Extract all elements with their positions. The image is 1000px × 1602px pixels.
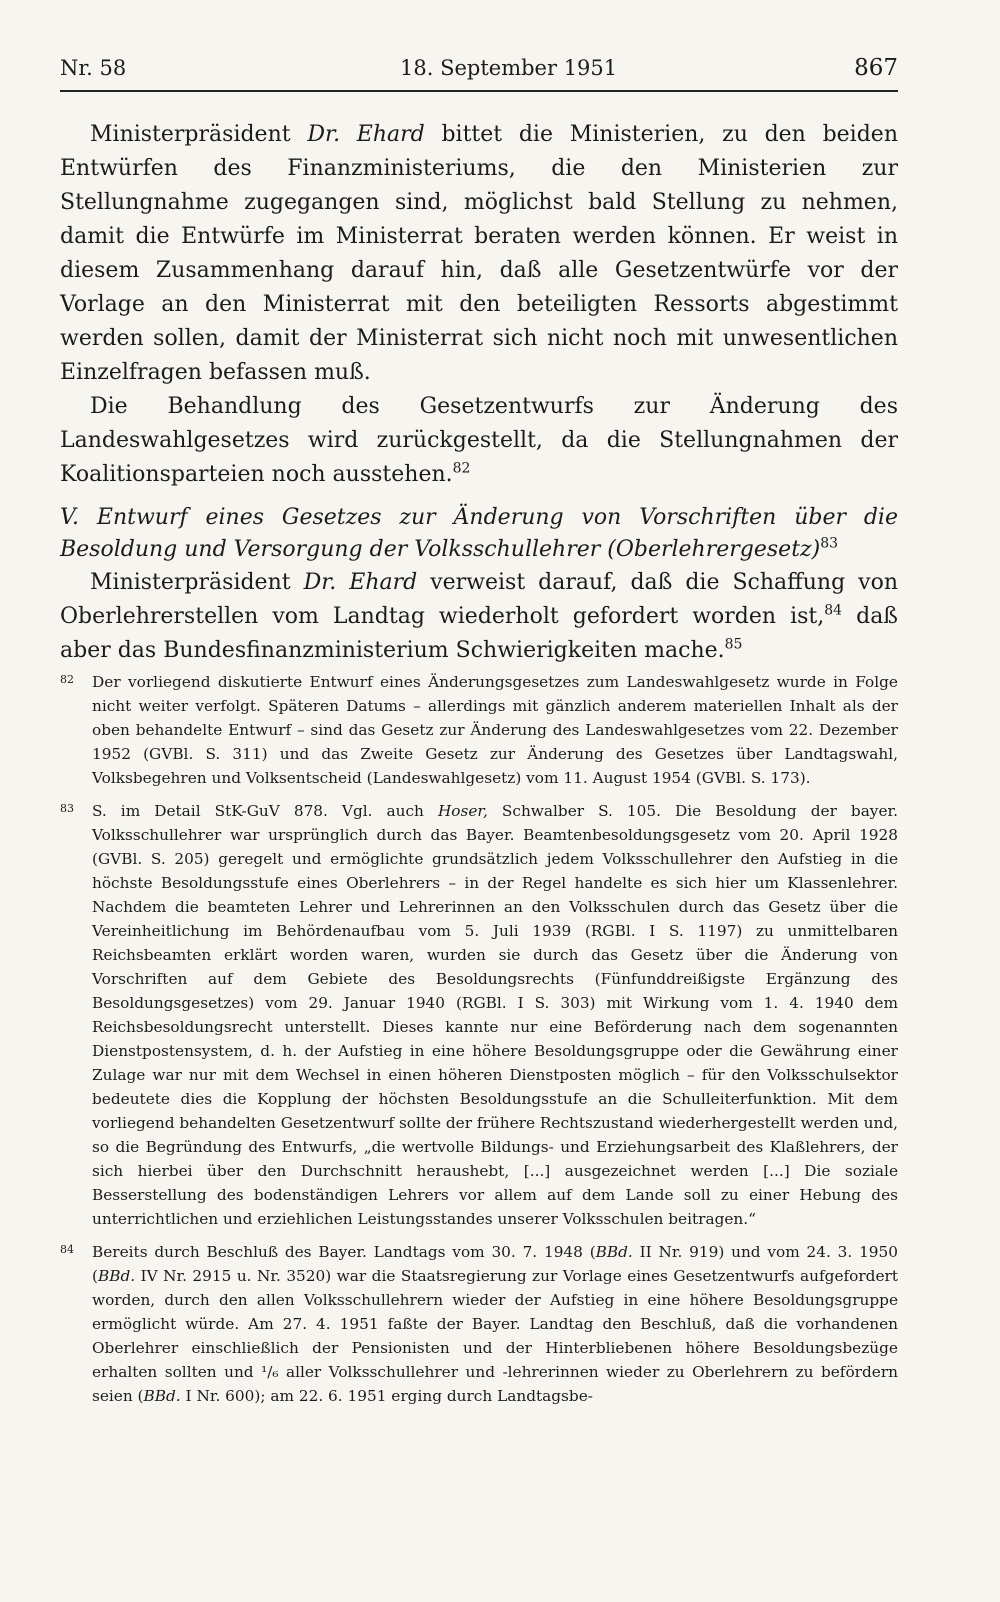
author-name: Hoser,: [437, 802, 488, 820]
paragraph-2-text: Die Behandlung des Gesetzentwurfs zur Änderung des Landeswahlgesetzes wird zurückgestellt, da die Stellungnahmen der Koalitionsparteien noch ausstehen.: [60, 394, 898, 487]
paragraph-1: [60, 118, 898, 390]
footnote-ref-83[interactable]: 83: [820, 535, 839, 552]
footnote-ref-82[interactable]: 82: [452, 460, 471, 477]
footnote-text-part: I Nr. 600); am 22. 6. 1951 erging durch Landtagsbe-: [180, 1387, 593, 1405]
paragraph-1-start: Ministerpräsident: [90, 122, 308, 147]
page-number: 867: [854, 55, 898, 81]
abbreviation: BBd.: [97, 1267, 136, 1285]
footnote-text-part: II Nr. 919) und vom 24. 3. 1950 (: [92, 1243, 898, 1285]
paragraph-1-rest: bittet die Ministerien, zu den beiden Entwürfen des Finanzministeriums, die den Ministerien zur Stellungnahme zugegangen sind, möglichst bald Stellung zu nehmen, damit die Entwürfe im Ministerrat beraten werden können. Er weist in diesem Zusammenhang darauf hin, daß alle Gesetzentwürfe vor der Vorlage an den Ministerrat mit den beteiligten Ressorts abgestimmt werden sollen, damit der Ministerrat sich nicht noch mit unwesentlichen Einzelfragen befassen muß.: [60, 122, 898, 385]
issue-number: Nr. 58: [60, 56, 127, 80]
footnote-text-rest: Schwalber S. 105. Die Besoldung der bayer. Volksschullehrer war ursprünglich durch das Bayer. Beamtenbesoldungsgesetz vom 20. April 1928 (GVBl. S. 205) geregelt und ermöglichte grundsätzlich jedem Volksschullehrer den Aufstieg in die höchste Besoldungsstufe eines Oberlehrers – in der Regel handelte es sich hier um Klassenlehrer. Nachdem die beamteten Lehrer und Lehrerinnen an den Volksschulen durch das Gesetz über die Vereinheitlichung im Behördenaufbau vom 5. Juli 1939 (RGBl. I S. 1197) zu unmittelbaren Reichsbeamten erklärt worden waren, wurden sie durch das Gesetz über die Änderung von Vorschriften auf dem Gebiete des Besoldungsrechts (Fünfunddreißigste Ergänzung des Besoldungsgesetzes) vom 29. Januar 1940 (RGBl. I S. 303) mit Wirkung vom 1. 4. 1940 dem Reichsbesoldungsrecht unterstellt. Dieses kannte nur eine Beförderung nach dem sogenannten Dienstpostensystem, d. h. der Aufstieg in eine höhere Besoldungsgruppe oder die Gewährung einer Zulage war nur mit dem Wechsel in einen höheren Dienstposten möglich – für den Volksschulsektor bedeutete dies die Kopplung der höchsten Besoldungsstufe an die Schulleiterfunktion. Mit dem vorliegend behandelten Gesetzentwurf sollte der frühere Rechtszustand wiederhergestellt werden und, so die Begründung des Entwurfs, „die wertvolle Bildungs- und Erziehungsarbeit des Klaßlehrers, der sich hierbei über den Durchschnitt heraushebt, [...] ausgezeichnet werden [...] Die soziale Besserstellung des bodenständigen Lehrers vor allem auf dem Lande soll zu einer Hebung des unterrichtlichen und erziehlichen Leistungsstandes unserer Volksschulen beitragen.“: [92, 802, 898, 1228]
footnote-82: [60, 670, 898, 790]
paragraph-3-end: daß aber das Bundesfinanzministerium Schwierigkeiten mache.: [60, 604, 898, 663]
page-header: [60, 50, 898, 92]
agenda-item-heading: [60, 502, 898, 566]
footnote-text: Der vorliegend diskutierte Entwurf eines Änderungsgesetzes zum Landeswahlgesetz wurde in Folge nicht weiter verfolgt. Späteren Datums – allerdings mit gänzlich anderem materiellen Inhalt als der oben behandelte Entwurf – sind das Gesetz zur Änderung des Landeswahlgesetzes vom 22. Dezember 1952 (GVBl. S. 311) und das Zweite Gesetz zur Änderung des Gesetzes über Landtagswahl, Volksbegehren und Volksentscheid (Landeswahlgesetz) vom 11. August 1954 (GVBl. S. 173).: [92, 673, 898, 787]
footnote-ref-85[interactable]: 85: [724, 636, 743, 653]
person-name-2: Dr. Ehard: [303, 570, 418, 595]
person-name: Dr. Ehard: [307, 122, 425, 147]
footnote-83: [60, 799, 898, 1231]
footnote-84: [60, 1240, 898, 1408]
abbreviation: BBd.: [595, 1243, 633, 1261]
paragraph-3: [60, 566, 898, 668]
footnote-number: 82: [60, 673, 74, 686]
main-text: [60, 118, 898, 668]
agenda-item-title: V. Entwurf eines Gesetzes zur Änderung von Vorschriften über die Besoldung und Versorgung der Volksschullehrer (Oberlehrergesetz): [60, 505, 898, 562]
paragraph-3-start: Ministerpräsident: [90, 570, 304, 595]
footnote-text-part: IV Nr. 2915 u. Nr. 3520) war die Staatsregierung zur Vorlage eines Gesetzentwurfs aufgefordert worden, durch den allen Volksschullehrern wieder der Aufstieg in eine höhere Besoldungsgruppe ermöglicht würde. Am 27. 4. 1951 faßte der Bayer. Landtag den Beschluß, daß die vorhandenen Oberlehrer einschließlich der Pensionisten und der Hinterbliebenen höhere Besoldungsbezüge erhalten sollten und ¹/₆ aller Volksschullehrer und -lehrerinnen wieder zu Oberlehrern zu befördern seien (: [92, 1267, 898, 1405]
session-date: 18. September 1951: [400, 56, 618, 80]
footnote-text-part: Bereits durch Beschluß des Bayer. Landtags vom 30. 7. 1948 (: [92, 1243, 596, 1261]
footnote-ref-84[interactable]: 84: [824, 602, 843, 619]
footnote-number: 84: [60, 1243, 74, 1256]
footnote-text-start: S. im Detail StK-GuV 878. Vgl. auch: [92, 802, 438, 820]
footnote-number: 83: [60, 802, 74, 815]
footnotes: [60, 670, 898, 1417]
abbreviation: BBd.: [143, 1387, 181, 1405]
paragraph-2: [60, 390, 898, 492]
paragraph-3-mid: verweist darauf, daß die Schaffung von Oberlehrerstellen vom Landtag wiederholt gefordert worden ist,: [60, 570, 898, 629]
